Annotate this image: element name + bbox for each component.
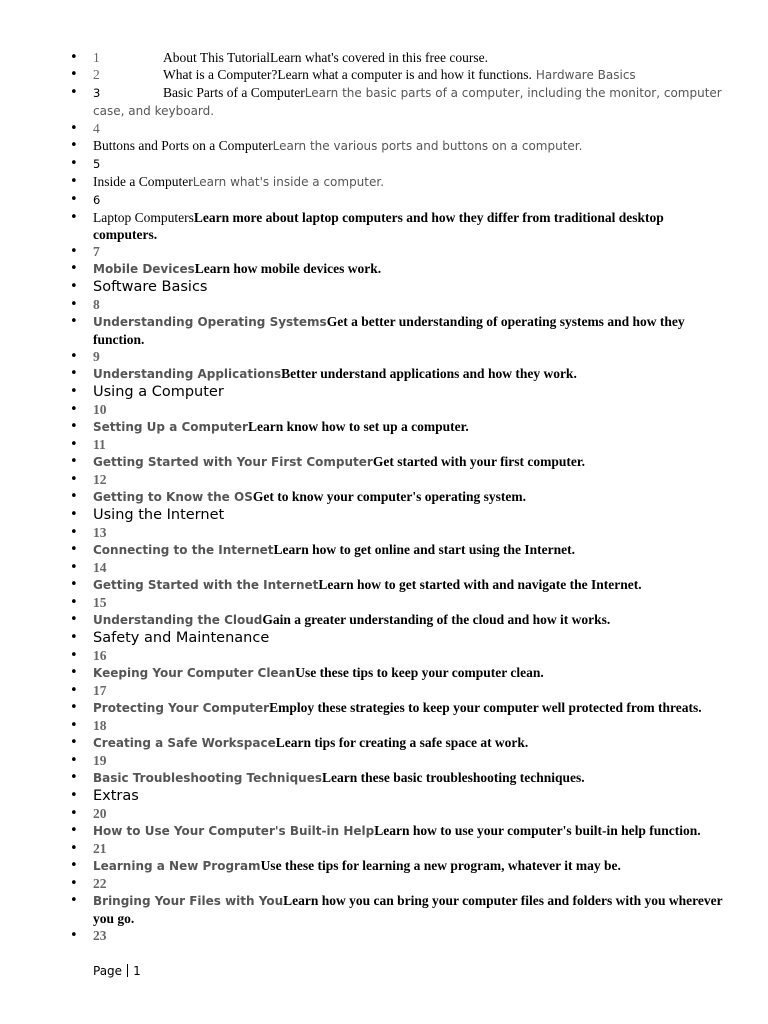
lesson-title[interactable]: Bringing Your Files with You [93,894,284,908]
lesson-description: Learn how mobile devices work. [194,261,382,276]
lesson-title[interactable]: Getting to Know the OS [93,490,253,504]
page-footer [93,964,141,978]
toc-item [93,191,723,209]
lesson-number: 4 [93,121,100,136]
toc-item [93,734,723,752]
lesson-description: Learn how you can bring your computer files and folders with you wherever you go. [93,893,723,926]
toc-item [93,524,723,541]
lesson-description: Learn how to get started with and navigate the Internet. [318,577,642,592]
lesson-title[interactable]: Learning a New Program [93,859,261,873]
toc-item [93,611,723,629]
toc-item [93,699,723,717]
lesson-number: 12 [93,472,107,487]
lesson-number: 13 [93,525,107,540]
lesson-title[interactable]: Protecting Your Computer [93,701,270,715]
lesson-description: Use these tips for learning a new program, whatever it may be. [260,858,621,873]
lesson-title[interactable]: Creating a Safe Workspace [93,736,276,750]
lesson-title[interactable]: Basic Parts of a Computer [163,85,305,100]
toc-item [93,296,723,313]
lesson-title[interactable]: Keeping Your Computer Clean [93,666,296,680]
lesson-number: 18 [93,718,107,733]
lesson-number: 21 [93,841,107,856]
lesson-title[interactable]: Inside a Computer [93,174,193,189]
lesson-number: 20 [93,806,107,821]
toc-section [93,629,723,647]
toc-item [93,436,723,453]
toc-item [93,365,723,383]
lesson-title[interactable]: Understanding the Cloud [93,613,263,627]
toc-item [93,822,723,840]
toc-section [93,787,723,805]
toc-item [93,559,723,576]
page-label: Page [93,964,123,978]
lesson-title[interactable]: Understanding Operating Systems [93,315,327,329]
lesson-description: Get started with your first computer. [372,454,586,469]
toc-item [93,488,723,506]
toc-item [93,927,723,944]
toc-section [93,278,723,296]
toc-item [93,857,723,875]
lesson-description: Gain a greater understanding of the cloud and how it works. [262,612,611,627]
toc-item [93,243,723,260]
lesson-number: 19 [93,753,107,768]
lesson-number: 3 [93,86,101,100]
section-heading: Using the Internet [93,507,225,523]
lesson-number: 5 [93,157,101,171]
lesson-description: Learn tips for creating a safe space at work. [275,735,529,750]
toc-item [93,752,723,769]
section-heading: Safety and Maintenance [93,630,270,646]
section-heading: Software Basics [93,279,208,295]
lesson-description: Learn these basic troubleshooting techniques. [322,770,585,785]
lesson-title[interactable]: Understanding Applications [93,367,282,381]
lesson-description: Better understand applications and how they work. [281,366,577,381]
toc-item [93,892,723,927]
lesson-number: 8 [93,297,100,312]
table-of-contents [93,49,723,944]
lesson-title[interactable]: How to Use Your Computer's Built-in Help [93,824,375,838]
toc-item [93,664,723,682]
lesson-title[interactable]: What is a Computer? [163,67,278,82]
lesson-title[interactable]: About This Tutorial [163,50,271,65]
lesson-number: 15 [93,595,107,610]
toc-item [93,84,723,120]
toc-item [93,155,723,173]
lesson-description: Learn the basic parts of a computer, including the monitor, computer case, and keyboard. [93,86,722,118]
page-number: 1 [133,964,141,978]
lesson-title[interactable]: Getting Started with Your First Computer [93,455,373,469]
section-heading-inline: Hardware Basics [535,68,636,82]
lesson-description: Learn how to use your computer's built-in help function. [374,823,701,838]
toc-item [93,840,723,857]
toc-section [93,383,723,401]
lesson-number: 11 [93,437,106,452]
lesson-title[interactable]: Laptop Computers [93,210,194,225]
toc-item [93,260,723,278]
toc-item [93,137,723,155]
lesson-description: Learn what's covered in this free course. [270,50,488,65]
lesson-description: Get to know your computer's operating system. [252,489,526,504]
toc-item [93,66,723,84]
toc-item [93,647,723,664]
lesson-title[interactable]: Basic Troubleshooting Techniques [93,771,322,785]
lesson-number: 23 [93,928,107,943]
lesson-description: Learn what's inside a computer. [192,175,385,189]
lesson-title[interactable]: Buttons and Ports on a Computer [93,138,273,153]
lesson-title[interactable]: Mobile Devices [93,262,195,276]
lesson-number: 14 [93,560,107,575]
toc-item [93,682,723,699]
lesson-number: 9 [93,349,100,364]
lesson-number: 6 [93,193,101,207]
lesson-description: Get a better understanding of operating systems and how they function. [93,314,685,347]
toc-item [93,717,723,734]
lesson-description: Use these tips to keep your computer clean. [295,665,544,680]
toc-item [93,769,723,787]
toc-item [93,875,723,892]
lesson-title[interactable]: Setting Up a Computer [93,420,248,434]
toc-item [93,348,723,365]
lesson-description: Learn know how to set up a computer. [247,419,469,434]
toc-item [93,541,723,559]
lesson-number: 22 [93,876,107,891]
lesson-number: 10 [93,402,107,417]
toc-section [93,506,723,524]
toc-item [93,209,723,243]
toc-item [93,471,723,488]
toc-item [93,401,723,418]
lesson-number: 7 [93,244,100,259]
lesson-description: Learn more about laptop computers and how they differ from traditional desktop computers. [93,210,664,242]
toc-item [93,49,723,66]
toc-item [93,805,723,822]
section-heading: Using a Computer [93,384,224,400]
lesson-number: 16 [93,648,107,663]
footer-divider [127,964,128,977]
lesson-description: Learn the various ports and buttons on a computer. [272,139,583,153]
toc-item [93,120,723,137]
lesson-description: Employ these strategies to keep your computer well protected from threats. [269,700,702,715]
toc-item [93,594,723,611]
lesson-description: Learn what a computer is and how it functions. [277,67,532,82]
lesson-number: 1 [93,50,100,65]
lesson-description: Learn how to get online and start using the Internet. [273,542,576,557]
lesson-number: 2 [93,67,100,82]
lesson-number: 17 [93,683,107,698]
lesson-title[interactable]: Getting Started with the Internet [93,578,319,592]
section-heading: Extras [93,788,139,804]
toc-item [93,313,723,348]
toc-item [93,173,723,191]
toc-item [93,576,723,594]
lesson-title[interactable]: Connecting to the Internet [93,543,274,557]
toc-item [93,453,723,471]
toc-item [93,418,723,436]
